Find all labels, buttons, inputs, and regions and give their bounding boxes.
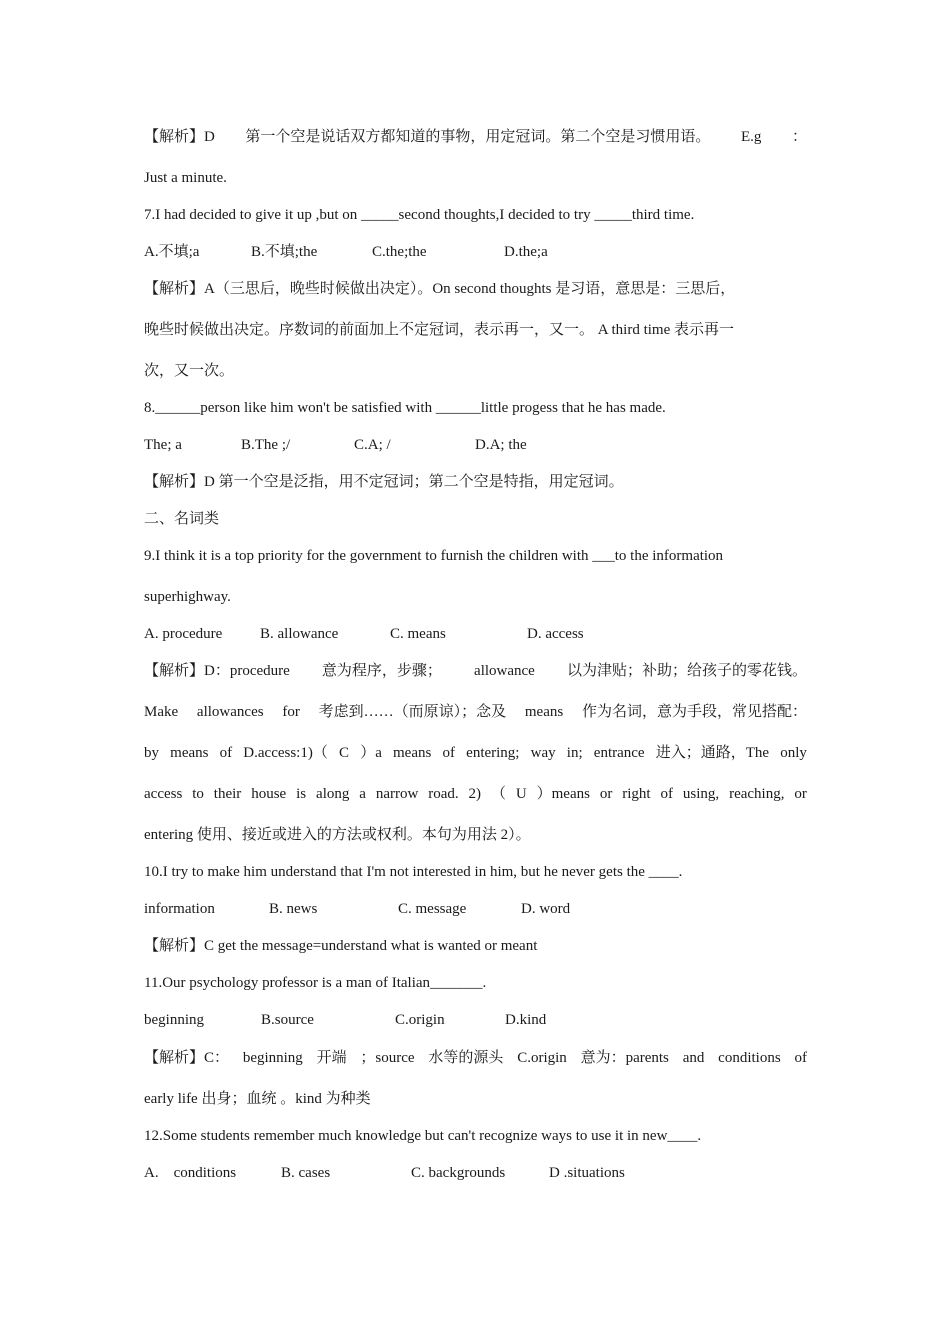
option-b: B.The ;/ [241, 437, 291, 453]
option-c: C.A; / [354, 437, 391, 453]
question-7: 7.I had decided to give it up ,but on _____second thoughts,I decided to try _____third time. [144, 207, 695, 223]
explanation-q10: 【解析】C get the message=understand what is wanted or meant [144, 938, 538, 954]
text-line: early life 出身；血统 。kind 为种类 [144, 1091, 371, 1107]
text-line: superhighway. [144, 589, 231, 605]
option-d: D.A; the [475, 437, 527, 453]
option-c: C. means [390, 626, 446, 642]
explanation-q11: 【解析】C： beginning 开端 ；source 水等的源头 C.origin 意为：parents and conditions of [144, 1050, 807, 1066]
option-b: B.不填;the [251, 244, 318, 260]
explanation-q7: 【解析】A（三思后，晚些时候做出决定）。On second thoughts 是习语，意思是：三思后， [144, 281, 736, 297]
explanation-q9: 【解析】D：procedure 意为程序，步骤； allowance 以为津贴；补助；给孩子的零花钱。 [144, 663, 807, 679]
option-d: D .situations [549, 1165, 625, 1181]
text-line: entering 使用、接近或进入的方法或权利。本句为用法 2）。 [144, 827, 531, 843]
text-line: Just a minute. [144, 170, 227, 186]
option-d: D.the;a [504, 244, 548, 260]
option-b: B. cases [281, 1165, 331, 1181]
option-c: C. message [398, 901, 467, 917]
option-a: beginning [144, 1012, 204, 1028]
option-b: B.source [261, 1012, 314, 1028]
option-a: information [144, 901, 215, 917]
text-line: access to their house is along a narrow road. 2) （ U ）means or right of using, reaching, or [144, 786, 807, 802]
question-10: 10.I try to make him understand that I'm not interested in him, but he never gets the ____. [144, 864, 683, 880]
option-d: D.kind [505, 1012, 547, 1028]
text-line: 次，又一次。 [144, 363, 235, 379]
text-line: Make allowances for 考虑到……（而原谅）；念及 means 作为名词，意为手段，常见搭配： [144, 704, 807, 720]
question-8: 8.______person like him won't be satisfied with ______little progess that he has made. [144, 400, 666, 416]
text-line: 晚些时候做出决定。序数词的前面加上不定冠词，表示再一，又一。 A third time 表示再一 [144, 322, 734, 338]
option-d: D. word [521, 901, 571, 917]
question-12: 12.Some students remember much knowledge but can't recognize ways to use it in new____. [144, 1128, 702, 1144]
explanation-q8: 【解析】D 第一个空是泛指，用不定冠词；第二个空是特指，用定冠词。 [144, 474, 624, 490]
option-a: The; a [144, 437, 182, 453]
option-c: C. backgrounds [411, 1165, 506, 1181]
question-11: 11.Our psychology professor is a man of Italian_______. [144, 975, 487, 991]
option-a: A. conditions [144, 1165, 237, 1181]
option-d: D. access [527, 626, 584, 642]
option-a: A.不填;a [144, 244, 200, 260]
section-heading: 二、名词类 [144, 511, 220, 527]
option-b: B. allowance [260, 626, 339, 642]
option-c: C.origin [395, 1012, 445, 1028]
text-line: by means of D.access:1)（ C ）a means of entering; way in; entrance 进入；通路，The only [144, 745, 807, 761]
explanation-q6: 【解析】D 第一个空是说话双方都知道的事物，用定冠词。第二个空是习惯用语。 E.g ： [144, 129, 807, 145]
option-c: C.the;the [372, 244, 427, 260]
option-a: A. procedure [144, 626, 223, 642]
question-9: 9.I think it is a top priority for the government to furnish the children with ___to the information [144, 548, 724, 564]
option-b: B. news [269, 901, 318, 917]
